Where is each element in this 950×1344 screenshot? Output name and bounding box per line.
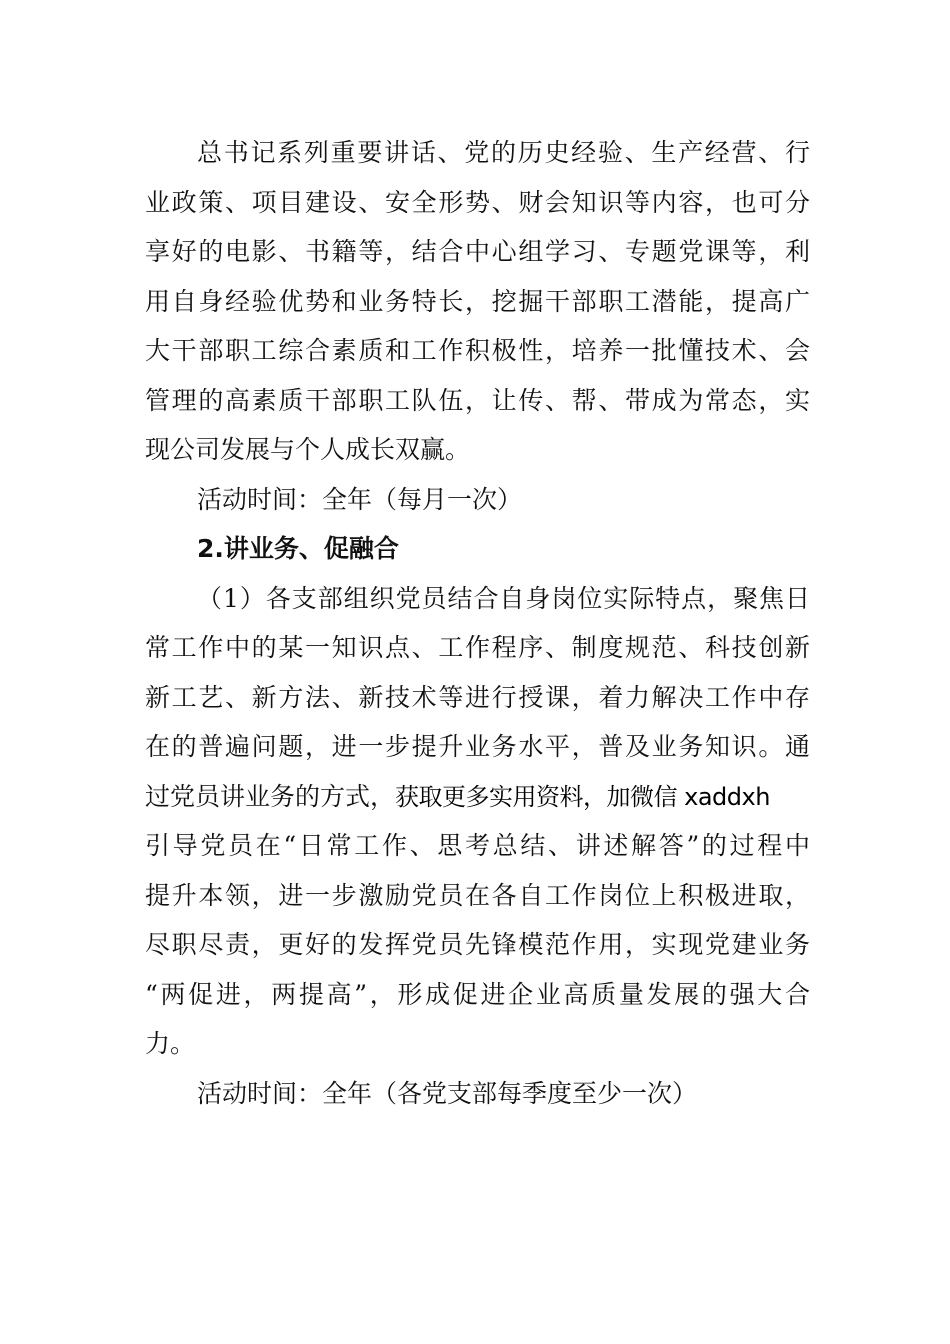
text-line: 新工艺、新方法、新技术等进行授课，着力解决工作中存 xyxy=(145,683,810,712)
text-line: 尽职尽责，更好的发挥党员先锋模范作用，实现党建业务 xyxy=(145,930,810,959)
section-heading: 2.讲业务、促融合 xyxy=(197,534,399,563)
text-line: 提升本领，进一步激励党员在各自工作岗位上积极进取， xyxy=(145,881,810,910)
text-line: 在的普遍问题，进一步提升业务水平，普及业务知识。通 xyxy=(145,732,810,761)
activity-time-1: 活动时间：全年（每月一次） xyxy=(197,485,523,514)
text-line: 现公司发展与个人成长双赢。 xyxy=(145,435,471,464)
activity-time-2: 活动时间：全年（各党支部每季度至少一次） xyxy=(197,1079,698,1108)
text-line: 大干部职工综合素质和工作积极性，培养一批懂技术、会 xyxy=(145,336,810,365)
text-line: 力。 xyxy=(145,1029,196,1058)
text-line: 引导党员在“日常工作、思考总结、讲述解答”的过程中 xyxy=(145,831,810,860)
text-line-mixed xyxy=(145,777,810,817)
promo-text: 获取更多实用资料，加微信 xaddxh xyxy=(395,783,770,811)
text-line: 用自身经验优势和业务特长，挖掘干部职工潜能，提高广 xyxy=(145,287,810,316)
document-page xyxy=(145,0,810,1344)
text-line: “两促进，两提高”，形成促进企业高质量发展的强大合 xyxy=(145,980,810,1009)
text-line: 管理的高素质干部职工队伍，让传、帮、带成为常态，实 xyxy=(145,386,810,415)
text-line: 常工作中的某一知识点、工作程序、制度规范、科技创新 xyxy=(145,633,810,662)
text-line: （1）各支部组织党员结合自身岗位实际特点，聚焦日 xyxy=(197,584,810,613)
text-line: 业政策、项目建设、安全形势、财会知识等内容，也可分 xyxy=(145,188,810,217)
text-line: 享好的电影、书籍等，结合中心组学习、专题党课等，利 xyxy=(145,237,810,266)
text-line: 总书记系列重要讲话、党的历史经验、生产经营、行 xyxy=(197,138,810,167)
text-segment: 过党员讲业务的方式， xyxy=(145,782,396,811)
